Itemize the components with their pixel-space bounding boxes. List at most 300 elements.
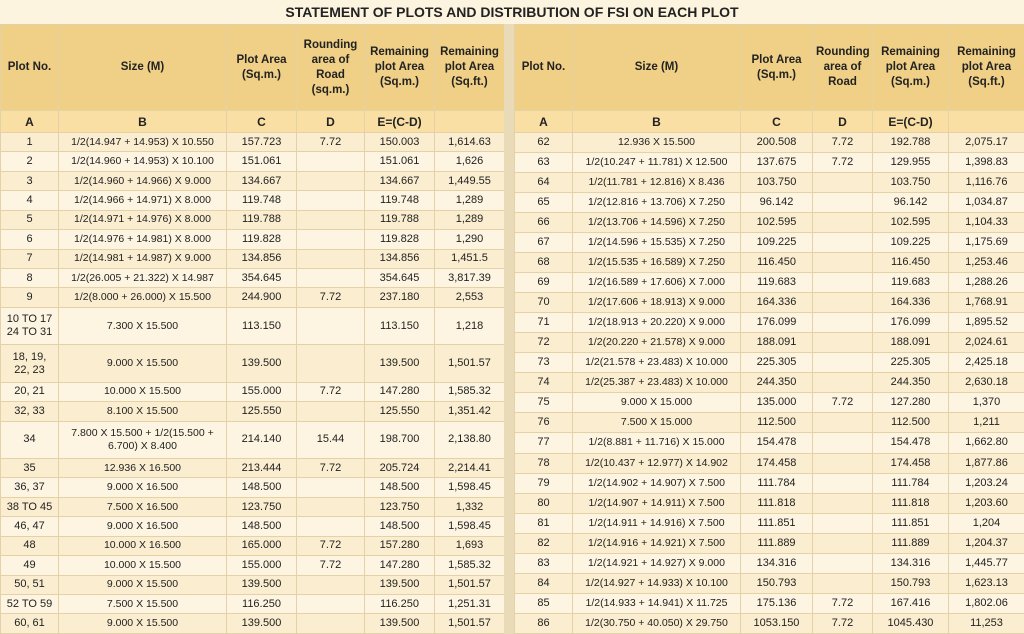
cell-size: 1/2(8.000 + 26.000) X 15.500 — [59, 288, 227, 307]
cell-plot-area: 164.336 — [741, 293, 813, 313]
cell-remaining-sqm: 96.142 — [873, 193, 949, 213]
cell-remaining-sqm: 148.500 — [365, 517, 435, 536]
cell-remaining-sqft: 1,626 — [435, 152, 505, 171]
cell-size: 1/2(12.816 + 13.706) X 7.250 — [573, 193, 741, 213]
cell-plot-no: 68 — [515, 253, 573, 273]
cell-plot-area: 214.140 — [227, 421, 297, 458]
cell-plot-area: 139.500 — [227, 575, 297, 594]
cell-remaining-sqm: 188.091 — [873, 333, 949, 353]
cell-size: 9.000 X 15.500 — [59, 345, 227, 382]
cell-rounding — [297, 614, 365, 634]
cell-remaining-sqm: 119.788 — [365, 210, 435, 229]
cell-plot-no: 50, 51 — [1, 575, 59, 594]
cell-size: 12.936 X 16.500 — [59, 459, 227, 478]
header-plot-no: Plot No. — [1, 25, 59, 111]
cell-plot-no: 77 — [515, 433, 573, 453]
cell-plot-no: 80 — [515, 493, 573, 513]
cell-size: 1/2(14.927 + 14.933) X 10.100 — [573, 573, 741, 593]
cell-plot-no: 73 — [515, 353, 573, 373]
cell-remaining-sqft: 1,451.5 — [435, 249, 505, 268]
cell-rounding — [813, 573, 873, 593]
page-title: STATEMENT OF PLOTS AND DISTRIBUTION OF FSI ON EACH PLOT — [0, 0, 1024, 24]
cell-plot-no: 10 TO 17 24 TO 31 — [1, 307, 59, 344]
cell-rounding — [297, 517, 365, 536]
cell-size: 1/2(20.220 + 21.578) X 9.000 — [573, 333, 741, 353]
cell-remaining-sqm: 198.700 — [365, 421, 435, 458]
cell-remaining-sqm: 129.955 — [873, 153, 949, 173]
table-row — [515, 413, 1024, 433]
cell-size: 1/2(14.911 + 14.916) X 7.500 — [573, 513, 741, 533]
header-remaining-sqft: Remaining plot Area (Sq.ft.) — [435, 25, 505, 111]
cell-remaining-sqm: 127.280 — [873, 393, 949, 413]
table-row — [1, 517, 505, 536]
cell-size: 1/2(14.976 + 14.981) X 8.000 — [59, 230, 227, 249]
table-row — [515, 493, 1024, 513]
cell-size: 9.000 X 15.500 — [59, 575, 227, 594]
cell-remaining-sqft: 1,204.37 — [949, 533, 1024, 553]
table-row — [515, 173, 1024, 193]
table-row — [515, 273, 1024, 293]
plots-table-right — [514, 24, 1024, 634]
cell-plot-area: 154.478 — [741, 433, 813, 453]
cell-remaining-sqm: 111.784 — [873, 473, 949, 493]
cell-remaining-sqm: 119.748 — [365, 191, 435, 210]
cell-plot-no: 63 — [515, 153, 573, 173]
table-row — [515, 213, 1024, 233]
cell-plot-area: 155.000 — [227, 556, 297, 575]
cell-plot-no: 7 — [1, 249, 59, 268]
cell-size: 1/2(14.971 + 14.976) X 8.000 — [59, 210, 227, 229]
cell-plot-area: 148.500 — [227, 478, 297, 497]
cell-size: 9.000 X 15.500 — [59, 614, 227, 634]
cell-rounding — [813, 553, 873, 573]
cell-remaining-sqm: 111.889 — [873, 533, 949, 553]
cell-plot-no: 20, 21 — [1, 382, 59, 401]
cell-remaining-sqft: 3,817.39 — [435, 268, 505, 287]
cell-plot-no: 1 — [1, 133, 59, 152]
cell-remaining-sqm: 244.350 — [873, 373, 949, 393]
cell-remaining-sqm: 102.595 — [873, 213, 949, 233]
cell-size: 1/2(14.916 + 14.921) X 7.500 — [573, 533, 741, 553]
cell-size: 1/2(17.606 + 18.913) X 9.000 — [573, 293, 741, 313]
cell-plot-area: 175.136 — [741, 593, 813, 613]
cell-plot-no: 52 TO 59 — [1, 595, 59, 614]
cell-plot-no: 36, 37 — [1, 478, 59, 497]
table-row — [1, 595, 505, 614]
cell-remaining-sqm: 176.099 — [873, 313, 949, 333]
cell-plot-area: 96.142 — [741, 193, 813, 213]
cell-remaining-sqft: 1,598.45 — [435, 517, 505, 536]
cell-size: 1/2(14.981 + 14.987) X 9.000 — [59, 249, 227, 268]
cell-plot-area: 112.500 — [741, 413, 813, 433]
cell-size: 9.000 X 16.500 — [59, 478, 227, 497]
cell-rounding — [813, 513, 873, 533]
cell-remaining-sqm: 111.818 — [873, 493, 949, 513]
header-remaining-sqm: Remaining plot Area (Sq.m.) — [365, 25, 435, 111]
column-letter: B — [573, 111, 741, 133]
cell-remaining-sqft: 1,288.26 — [949, 273, 1024, 293]
header-size: Size (M) — [59, 25, 227, 111]
cell-plot-area: 111.889 — [741, 533, 813, 553]
cell-plot-no: 18, 19, 22, 23 — [1, 345, 59, 382]
cell-remaining-sqft: 1,203.60 — [949, 493, 1024, 513]
cell-plot-area: 134.667 — [227, 171, 297, 190]
cell-plot-area: 111.818 — [741, 493, 813, 513]
cell-plot-area: 103.750 — [741, 173, 813, 193]
cell-remaining-sqft: 1,445.77 — [949, 553, 1024, 573]
cell-rounding — [813, 473, 873, 493]
cell-remaining-sqm: 1045.430 — [873, 613, 949, 633]
table-row — [1, 402, 505, 421]
header-size: Size (M) — [573, 25, 741, 111]
cell-remaining-sqm: 147.280 — [365, 382, 435, 401]
cell-rounding — [297, 575, 365, 594]
cell-remaining-sqft: 1,370 — [949, 393, 1024, 413]
cell-remaining-sqft: 1,104.33 — [949, 213, 1024, 233]
cell-rounding: 7.72 — [813, 593, 873, 613]
cell-rounding — [297, 497, 365, 516]
cell-rounding — [813, 313, 873, 333]
cell-rounding — [297, 307, 365, 344]
cell-rounding: 7.72 — [297, 556, 365, 575]
cell-plot-area: 176.099 — [741, 313, 813, 333]
table-row — [1, 288, 505, 307]
cell-remaining-sqft: 1,253.46 — [949, 253, 1024, 273]
cell-remaining-sqm: 134.316 — [873, 553, 949, 573]
right-table-panel — [514, 24, 1024, 634]
cell-plot-no: 86 — [515, 613, 573, 633]
cell-size: 7.500 X 15.000 — [573, 413, 741, 433]
cell-rounding — [297, 345, 365, 382]
cell-remaining-sqm: 103.750 — [873, 173, 949, 193]
table-row — [515, 133, 1024, 153]
cell-plot-area: 116.250 — [227, 595, 297, 614]
cell-remaining-sqft: 1,585.32 — [435, 556, 505, 575]
cell-remaining-sqft: 1,614.63 — [435, 133, 505, 152]
cell-plot-area: 244.900 — [227, 288, 297, 307]
cell-plot-area: 151.061 — [227, 152, 297, 171]
table-row — [515, 433, 1024, 453]
cell-remaining-sqm: 119.683 — [873, 273, 949, 293]
cell-rounding — [297, 191, 365, 210]
cell-rounding — [813, 293, 873, 313]
cell-rounding — [297, 595, 365, 614]
cell-rounding — [297, 171, 365, 190]
table-row — [1, 345, 505, 382]
cell-plot-no: 9 — [1, 288, 59, 307]
cell-plot-no: 75 — [515, 393, 573, 413]
cell-plot-area: 244.350 — [741, 373, 813, 393]
table-row — [1, 575, 505, 594]
table-row — [515, 473, 1024, 493]
cell-plot-area: 125.550 — [227, 402, 297, 421]
cell-plot-area: 148.500 — [227, 517, 297, 536]
table-row — [1, 171, 505, 190]
cell-remaining-sqm: 134.667 — [365, 171, 435, 190]
cell-remaining-sqft: 1,768.91 — [949, 293, 1024, 313]
cell-remaining-sqm: 116.250 — [365, 595, 435, 614]
cell-rounding: 7.72 — [297, 133, 365, 152]
cell-rounding — [297, 402, 365, 421]
cell-plot-no: 79 — [515, 473, 573, 493]
cell-remaining-sqft: 1,332 — [435, 497, 505, 516]
cell-remaining-sqft: 1,449.55 — [435, 171, 505, 190]
cell-rounding — [813, 453, 873, 473]
cell-remaining-sqm: 150.003 — [365, 133, 435, 152]
cell-remaining-sqft: 2,425.18 — [949, 353, 1024, 373]
cell-remaining-sqft: 2,630.18 — [949, 373, 1024, 393]
cell-rounding — [813, 333, 873, 353]
cell-size: 1/2(14.966 + 14.971) X 8.000 — [59, 191, 227, 210]
table-row — [1, 210, 505, 229]
table-row — [515, 253, 1024, 273]
table-row — [515, 293, 1024, 313]
cell-plot-no: 4 — [1, 191, 59, 210]
cell-plot-area: 113.150 — [227, 307, 297, 344]
cell-rounding — [297, 152, 365, 171]
cell-plot-no: 35 — [1, 459, 59, 478]
table-row — [1, 191, 505, 210]
cell-size: 1/2(14.947 + 14.953) X 10.550 — [59, 133, 227, 152]
column-letter: A — [515, 111, 573, 133]
cell-rounding — [297, 210, 365, 229]
table-row — [515, 593, 1024, 613]
cell-remaining-sqft: 1,203.24 — [949, 473, 1024, 493]
cell-remaining-sqm: 167.416 — [873, 593, 949, 613]
table-row — [1, 133, 505, 152]
cell-plot-area: 111.784 — [741, 473, 813, 493]
cell-plot-no: 85 — [515, 593, 573, 613]
cell-plot-area: 123.750 — [227, 497, 297, 516]
cell-remaining-sqft: 2,024.61 — [949, 333, 1024, 353]
cell-plot-no: 71 — [515, 313, 573, 333]
cell-size: 1/2(26.005 + 21.322) X 14.987 — [59, 268, 227, 287]
cell-size: 1/2(14.907 + 14.911) X 7.500 — [573, 493, 741, 513]
table-row — [515, 313, 1024, 333]
cell-remaining-sqm: 147.280 — [365, 556, 435, 575]
cell-remaining-sqm: 354.645 — [365, 268, 435, 287]
cell-plot-no: 3 — [1, 171, 59, 190]
cell-plot-no: 76 — [515, 413, 573, 433]
cell-plot-area: 135.000 — [741, 393, 813, 413]
table-row — [1, 152, 505, 171]
cell-plot-no: 46, 47 — [1, 517, 59, 536]
table-row — [1, 497, 505, 516]
plots-table-left — [0, 24, 505, 634]
cell-plot-no: 32, 33 — [1, 402, 59, 421]
cell-plot-area: 134.856 — [227, 249, 297, 268]
cell-remaining-sqm: 123.750 — [365, 497, 435, 516]
column-letter: E=(C-D) — [873, 111, 949, 133]
cell-remaining-sqm: 225.305 — [873, 353, 949, 373]
header-plot-area: Plot Area (Sq.m.) — [741, 25, 813, 111]
header-remaining-sqft: Remaining plot Area (Sq.ft.) — [949, 25, 1024, 111]
cell-plot-no: 66 — [515, 213, 573, 233]
cell-plot-area: 109.225 — [741, 233, 813, 253]
cell-rounding — [813, 213, 873, 233]
cell-plot-no: 64 — [515, 173, 573, 193]
cell-remaining-sqm: 125.550 — [365, 402, 435, 421]
table-row — [1, 307, 505, 344]
cell-size: 1/2(11.781 + 12.816) X 8.436 — [573, 173, 741, 193]
cell-plot-area: 116.450 — [741, 253, 813, 273]
cell-size: 1/2(14.960 + 14.953) X 10.100 — [59, 152, 227, 171]
cell-plot-no: 83 — [515, 553, 573, 573]
column-letter: B — [59, 111, 227, 133]
column-letter: D — [813, 111, 873, 133]
cell-remaining-sqft: 1,693 — [435, 536, 505, 555]
header-rounding-area: Rounding area of Road (sq.m.) — [297, 25, 365, 111]
cell-plot-no: 82 — [515, 533, 573, 553]
cell-remaining-sqft: 2,138.80 — [435, 421, 505, 458]
cell-plot-area: 102.595 — [741, 213, 813, 233]
cell-size: 10.000 X 15.500 — [59, 556, 227, 575]
table-row — [515, 353, 1024, 373]
table-row — [515, 193, 1024, 213]
cell-rounding — [813, 493, 873, 513]
header-rounding-area: Rounding area of Road — [813, 25, 873, 111]
cell-remaining-sqft: 1,204 — [949, 513, 1024, 533]
cell-plot-no: 6 — [1, 230, 59, 249]
cell-remaining-sqft: 11,253 — [949, 613, 1024, 633]
cell-rounding — [813, 173, 873, 193]
cell-rounding: 7.72 — [813, 133, 873, 153]
cell-plot-no: 34 — [1, 421, 59, 458]
cell-remaining-sqft: 1,598.45 — [435, 478, 505, 497]
left-table-panel — [0, 24, 504, 634]
column-letter — [435, 111, 505, 133]
table-row — [1, 536, 505, 555]
cell-remaining-sqft: 1,218 — [435, 307, 505, 344]
cell-rounding — [813, 433, 873, 453]
cell-plot-area: 213.444 — [227, 459, 297, 478]
table-row — [515, 393, 1024, 413]
cell-remaining-sqm: 112.500 — [873, 413, 949, 433]
cell-size: 7.500 X 15.500 — [59, 595, 227, 614]
table-row — [515, 153, 1024, 173]
cell-rounding — [813, 533, 873, 553]
column-letter: C — [227, 111, 297, 133]
cell-size: 1/2(8.881 + 11.716) X 15.000 — [573, 433, 741, 453]
cell-remaining-sqm: 205.724 — [365, 459, 435, 478]
table-row — [1, 459, 505, 478]
cell-plot-no: 48 — [1, 536, 59, 555]
cell-size: 1/2(14.596 + 15.535) X 7.250 — [573, 233, 741, 253]
cell-remaining-sqft: 2,075.17 — [949, 133, 1024, 153]
cell-size: 7.300 X 15.500 — [59, 307, 227, 344]
cell-rounding — [813, 193, 873, 213]
left-table-body — [1, 133, 505, 634]
cell-rounding: 7.72 — [297, 459, 365, 478]
cell-size: 1/2(18.913 + 20.220) X 9.000 — [573, 313, 741, 333]
table-row — [515, 513, 1024, 533]
column-letter: C — [741, 111, 813, 133]
cell-rounding — [813, 253, 873, 273]
column-letter: A — [1, 111, 59, 133]
table-row — [1, 382, 505, 401]
cell-remaining-sqm: 154.478 — [873, 433, 949, 453]
cell-rounding — [813, 233, 873, 253]
header-remaining-sqm: Remaining plot Area (Sq.m.) — [873, 25, 949, 111]
cell-remaining-sqm: 109.225 — [873, 233, 949, 253]
cell-plot-no: 72 — [515, 333, 573, 353]
table-row — [515, 613, 1024, 633]
table-divider — [504, 24, 514, 634]
cell-rounding: 7.72 — [297, 382, 365, 401]
cell-plot-no: 69 — [515, 273, 573, 293]
cell-remaining-sqm: 139.500 — [365, 575, 435, 594]
cell-remaining-sqft: 1,398.83 — [949, 153, 1024, 173]
cell-size: 10.000 X 16.500 — [59, 536, 227, 555]
cell-rounding: 15.44 — [297, 421, 365, 458]
cell-rounding — [813, 373, 873, 393]
cell-rounding — [297, 268, 365, 287]
cell-plot-area: 111.851 — [741, 513, 813, 533]
cell-remaining-sqft: 1,289 — [435, 210, 505, 229]
cell-plot-no: 38 TO 45 — [1, 497, 59, 516]
cell-remaining-sqm: 150.793 — [873, 573, 949, 593]
cell-rounding: 7.72 — [813, 393, 873, 413]
cell-remaining-sqm: 192.788 — [873, 133, 949, 153]
cell-remaining-sqft: 1,662.80 — [949, 433, 1024, 453]
cell-plot-no: 67 — [515, 233, 573, 253]
cell-plot-area: 174.458 — [741, 453, 813, 473]
table-row — [1, 478, 505, 497]
cell-rounding: 7.72 — [297, 288, 365, 307]
header-plot-area: Plot Area (Sq.m.) — [227, 25, 297, 111]
cell-remaining-sqm: 113.150 — [365, 307, 435, 344]
cell-remaining-sqft: 1,895.52 — [949, 313, 1024, 333]
column-letter — [949, 111, 1024, 133]
cell-plot-no: 81 — [515, 513, 573, 533]
cell-plot-area: 119.683 — [741, 273, 813, 293]
cell-size: 1/2(15.535 + 16.589) X 7.250 — [573, 253, 741, 273]
cell-remaining-sqft: 1,501.57 — [435, 575, 505, 594]
cell-rounding — [297, 230, 365, 249]
cell-remaining-sqm: 164.336 — [873, 293, 949, 313]
cell-remaining-sqft: 1,501.57 — [435, 345, 505, 382]
cell-plot-area: 165.000 — [227, 536, 297, 555]
table-row — [1, 249, 505, 268]
cell-plot-area: 354.645 — [227, 268, 297, 287]
cell-remaining-sqm: 139.500 — [365, 345, 435, 382]
cell-plot-no: 78 — [515, 453, 573, 473]
cell-plot-area: 200.508 — [741, 133, 813, 153]
cell-remaining-sqft: 1,289 — [435, 191, 505, 210]
cell-remaining-sqft: 1,034.87 — [949, 193, 1024, 213]
cell-size: 1/2(10.247 + 11.781) X 12.500 — [573, 153, 741, 173]
cell-plot-no: 74 — [515, 373, 573, 393]
table-row — [515, 553, 1024, 573]
cell-plot-no: 2 — [1, 152, 59, 171]
table-row — [515, 533, 1024, 553]
column-letter: E=(C-D) — [365, 111, 435, 133]
table-row — [515, 453, 1024, 473]
cell-remaining-sqm: 148.500 — [365, 478, 435, 497]
cell-plot-no: 60, 61 — [1, 614, 59, 634]
cell-plot-area: 134.316 — [741, 553, 813, 573]
table-row — [1, 556, 505, 575]
cell-plot-no: 84 — [515, 573, 573, 593]
cell-plot-area: 119.748 — [227, 191, 297, 210]
cell-remaining-sqft: 1,175.69 — [949, 233, 1024, 253]
cell-size: 1/2(14.902 + 14.907) X 7.500 — [573, 473, 741, 493]
cell-size: 10.000 X 15.500 — [59, 382, 227, 401]
table-row — [1, 421, 505, 458]
cell-plot-area: 188.091 — [741, 333, 813, 353]
cell-remaining-sqft: 2,214.41 — [435, 459, 505, 478]
cell-plot-area: 139.500 — [227, 345, 297, 382]
